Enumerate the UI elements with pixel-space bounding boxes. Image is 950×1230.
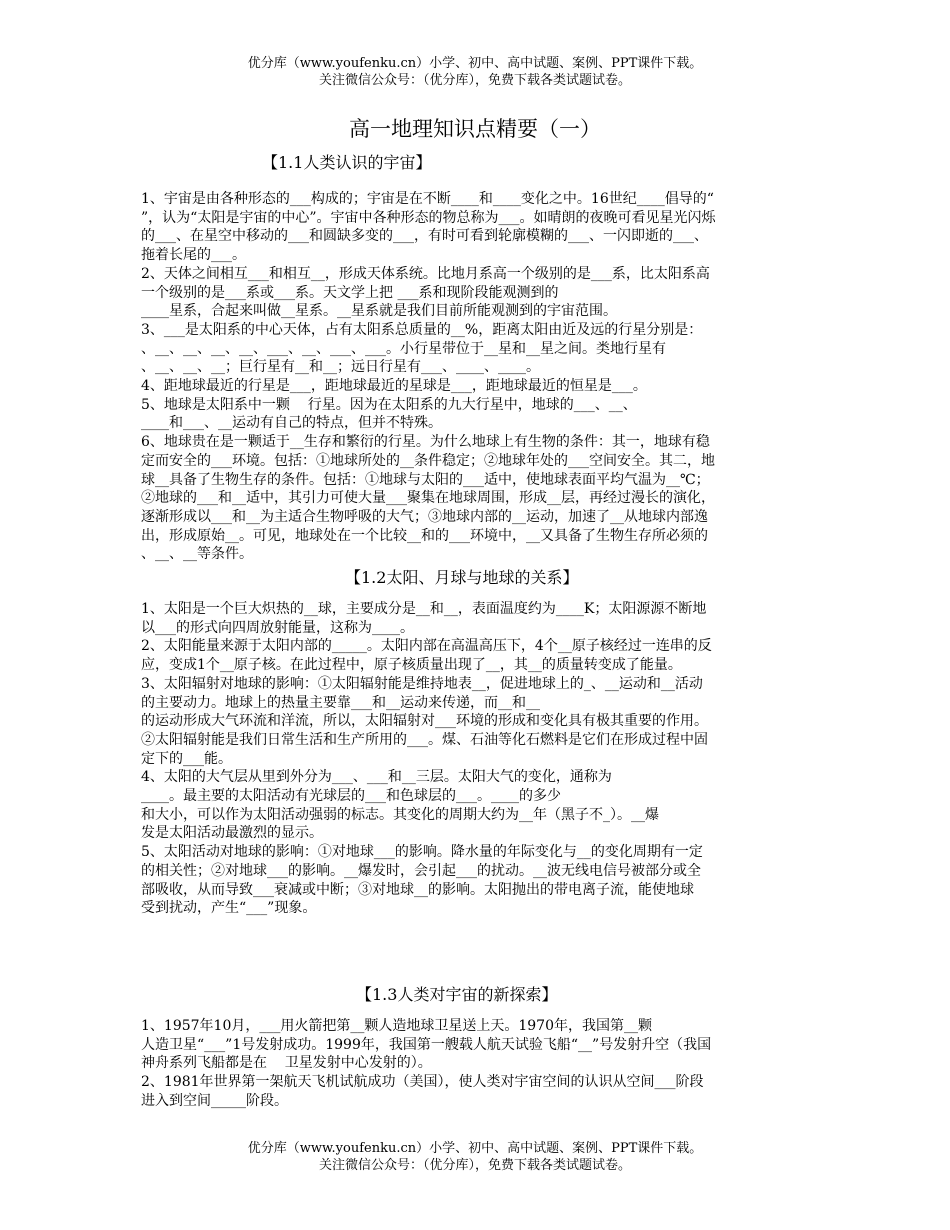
text-line: 球__具备了生物生存的条件。包括：①地球与太阳的___适中，使地球表面平均气温为__℃； [141,471,710,488]
header-line-2: 关注微信公众号：（优分库），免费下载各类试题试卷。 [318,73,631,88]
section-heading-1-1: 【1.1人类认识的宇宙】 [262,153,432,172]
text-line: 4、太阳的大气层从里到外分为___、___和__三层。太阳大气的变化，通称为 [141,769,612,786]
text-line: 4、距地球最近的行星是___，距地球最近的星球是___，距地球最近的恒星是___。 [141,378,647,395]
text-line: 受到扰动，产生“___”现象。 [141,900,317,917]
text-line: 、__、__、__、__、___、__、___、___。小行星带位于__星和__星之间。类地行星有 [141,340,666,357]
header-line-1: 优分库（www.youfenku.cn）小学、初中、高中试题、案例、PPT课件下载。 [247,56,703,71]
text-line: 进入到空间_____阶段。 [141,1092,288,1109]
text-line: ②地球的___和__适中，其引力可使大量___聚集在地球周围，形成__层，再经过漫长的演化， [141,490,715,507]
text-line: 3、太阳辐射对地球的影响：①太阳辐射能是维持地表__，促进地球上的_、__运动和__活动 [141,675,703,692]
page-footer [0,1140,950,1174]
footer-line-1: 优分库（www.youfenku.cn）小学、初中、高中试题、案例、PPT课件下载。 [247,1141,703,1156]
text-line: 应，变成1个__原子核。在此过程中，原子核质量出现了__，其__的质量转变成了能量。 [141,657,682,674]
section-heading-1-2: 【1.2太阳、月球与地球的关系】 [345,568,579,587]
text-line: 1、太阳是一个巨大炽热的__球，主要成分是__和__，表面温度约为____K；太阳源源不断地 [141,601,707,617]
text-line: 3、___是太阳系的中心天体，占有太阳系总质量的__%，距离太阳由近及远的行星分别是： [141,321,703,338]
section-body-1-1 [141,190,811,564]
text-line: 逐渐形成以___和__为主适合生物呼吸的大气；③地球内部的__运动，加速了__从地球内部逸 [141,508,708,525]
text-line: 发是太阳活动最激烈的显示。 [141,825,323,842]
text-line: 2、天体之间相互___和相互__，形成天体系统。比地月系高一个级别的是___系，比太阳系高 [141,265,710,282]
text-line: 1、1957年10月，___用火箭把第__颗人造地球卫星送上天。1970年，我国第__颗 [141,1018,652,1034]
text-line: 、__、__等条件。 [141,546,253,563]
page-header [0,55,950,89]
section-body-1-2 [141,600,811,918]
text-line: 、__、__、__；巨行星有__和__；远日行星有___、____、____。 [141,359,540,376]
footer-line-2: 关注微信公众号：（优分库），免费下载各类试题试卷。 [318,1158,631,1173]
text-line: 部吸收，从而导致___衰减或中断；③对地球__的影响。太阳抛出的带电离子流，能使地球 [141,881,694,898]
text-line: ____和___、__运动有自己的特点，但并不特殊。 [141,415,442,432]
text-line: 神舟系列飞船都是在 卫星发射中心发射的）。 [141,1055,432,1072]
text-line: 出，形成原始__。可见，地球处在一个比较__和的___环境中，__又具备了生物生存所必须的 [141,527,708,544]
text-line: 5、地球是太阳系中一颗 行星。因为在太阳系的九大行星中，地球的___、__、 [141,396,637,413]
text-line: ”，认为“太阳是宇宙的中心”。宇宙中各种形态的物总称为___。如晴朗的夜晚可看见星光闪烁 [141,209,716,226]
section-heading-1-3: 【1.3人类对宇宙的新探索】 [356,985,558,1004]
text-line: ____。最主要的太阳活动有光球层的___和色球层的___。____的多少 [141,788,561,805]
text-line: 的相关性；②对地球___的影响。__爆发时，会引起___的扰动。__波无线电信号被部分或全 [141,862,701,879]
text-line: 和大小，可以作为太阳活动强弱的标志。其变化的周期大约为__年（黑子不_）。__爆 [141,806,659,823]
text-line: 2、1981年世界第一架航天飞机试航成功（美国），使人类对宇宙空间的认识从空间___阶段 [141,1074,704,1091]
text-line: 的___、在星空中移动的___和圆缺多变的___，有时可看到轮廓模糊的___、一闪即逝的___、 [141,228,708,245]
text-line: 定而安全的___环境。包括：①地球所处的__条件稳定；②地球年处的___空间安全。其二，地 [141,452,715,469]
text-line: 的主要动力。地球上的热量主要靠___和__运动来传递，而__和__ [141,694,540,711]
text-line: 的运动形成大气环流和洋流，所以，太阳辐射对___环境的形成和变化具有极其重要的作用。 [141,713,708,730]
text-line: 以___的形式向四周放射能量，这称为____。 [141,619,414,636]
text-line: 一个级别的是___系或___系。天文学上把 ___系和现阶段能观测到的 [141,284,559,301]
text-line: 定下的___能。 [141,750,232,767]
document-title: 高一地理知识点精要（一） [349,117,601,141]
text-line: 人造卫星“___”1号发射成功。1999年，我国第一艘载人航天试验飞船“__”号发射升空（我国 [141,1036,712,1053]
text-line: 5、太阳活动对地球的影响：①对地球___的影响。降水量的年际变化与__的变化周期有一定 [141,844,703,861]
text-line: 1、宇宙是由各种形态的___构成的；宇宙是在不断____和____变化之中。16世纪____倡导的“ [141,191,714,207]
text-line: 2、太阳能量来源于太阳内部的_____。太阳内部在高温高压下，4个__原子核经过一连串的反 [141,638,712,655]
text-line: 拖着长尾的___。 [141,247,246,264]
text-line: 6、地球贵在是一颗适于__生存和繁衍的行星。为什么地球上有生物的条件：其一，地球有稳 [141,434,710,451]
text-line: ____星系，合起来叫做__星系。__星系就是我们目前所能观测到的宇宙范围。 [141,303,617,320]
text-line: ②太阳辐射能是我们日常生活和生产所用的___。煤、石油等化石燃料是它们在形成过程中固 [141,731,708,748]
section-body-1-3 [141,1017,811,1111]
